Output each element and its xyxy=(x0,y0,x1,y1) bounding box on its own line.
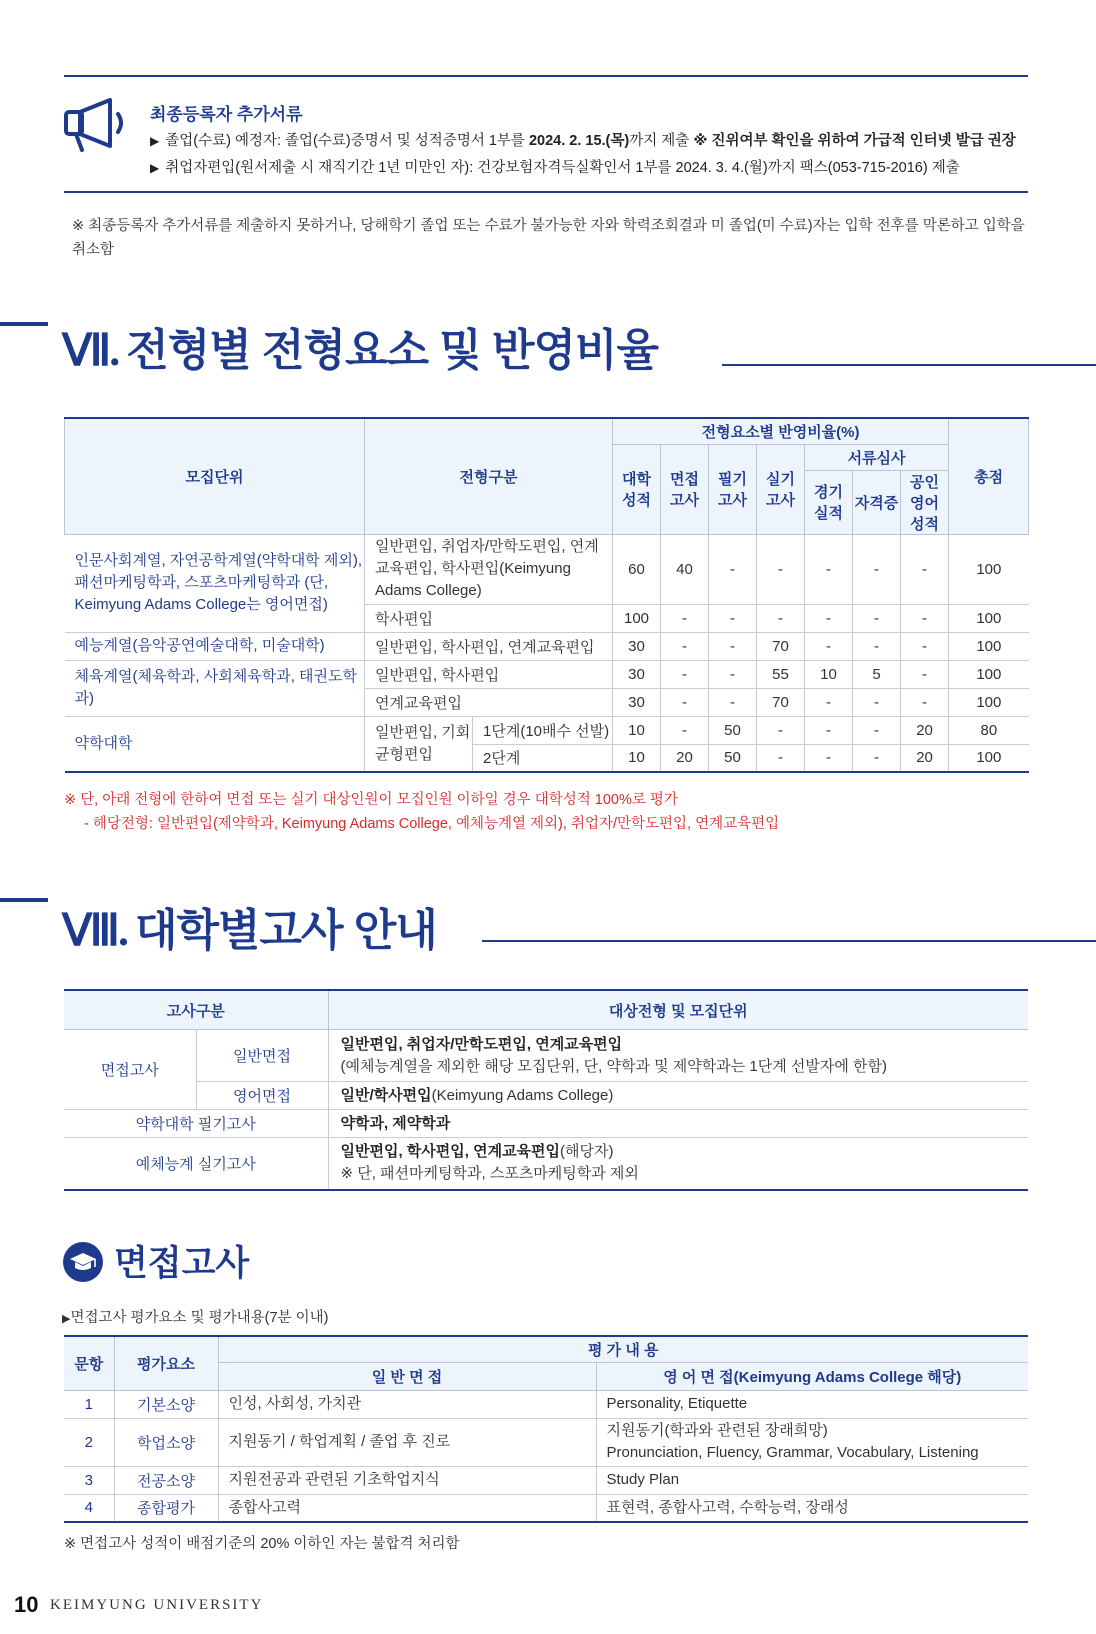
bullet-triangle-icon: ▶ xyxy=(150,161,160,175)
table-row: 영어면접 일반/학사편입(Keimyung Adams College) xyxy=(64,1082,1028,1110)
notice-note: ※ 최종등록자 추가서류를 제출하지 못하거나, 당해학기 졸업 또는 수료가 불가능한 자와 학력조회결과 미 졸업(미 수료)자는 입학 전후를 막론하고 입학을 취소함 xyxy=(72,218,1025,258)
section-8-rule xyxy=(482,940,1096,942)
section-bar xyxy=(0,322,48,326)
header-col-written: 필기 고사 xyxy=(709,444,757,534)
header-element: 평가요소 xyxy=(114,1336,218,1390)
notice-top-rule xyxy=(64,75,1028,77)
header-col-practical: 실기 고사 xyxy=(757,444,805,534)
exam-table xyxy=(64,989,1028,1191)
table-row: 인문사회계열, 자연공학계열(약학대학 제외), 패션마케팅학과, 스포츠마케팅학과 (단, Keimyung Adams College는 영어면접) 일반편입, 취업자/만학도편입, 연계교육편입, 학사편입(Keimyung Adams College) 60 40 - - - - - 100 xyxy=(65,534,1029,604)
header-col-interview: 면접 고사 xyxy=(661,444,709,534)
header-general: 일 반 면 접 xyxy=(218,1362,596,1390)
unit-cell: 예능계열(음악공연예술대학, 미술대학) xyxy=(65,632,365,660)
unit-cell: 약학대학 xyxy=(65,716,365,772)
table-row: 예능계열(음악공연예술대학, 미술대학) 일반편입, 학사편입, 연계교육편입 30 - - 70 - - - 100 xyxy=(65,632,1029,660)
interview-title: 면접고사 xyxy=(114,1244,250,1283)
table-row: 연계교육편입 30 - - 70 - - - 100 xyxy=(65,688,1029,716)
table-row: 약학대학 일반편입, 기회균형편입 1단계(10배수 선발) 10 - 50 - - - 20 80 xyxy=(65,716,1029,744)
graduation-cap-icon xyxy=(62,1241,104,1283)
interview-subtitle: ▶면접고사 평가요소 및 평가내용(7분 이내) xyxy=(62,1310,329,1326)
header-col-record: 경기 실적 xyxy=(805,470,853,534)
notice-bottom-rule xyxy=(64,191,1028,193)
megaphone-icon xyxy=(62,94,134,154)
header-type: 전형구분 xyxy=(365,418,613,534)
header-col-license: 자격증 xyxy=(853,470,901,534)
interview-table xyxy=(64,1335,1028,1523)
table-row: 학사편입 100 - - - - - - 100 xyxy=(65,604,1029,632)
interview-note: ※ 면접고사 성적이 배점기준의 20% 이하인 자는 불합격 처리함 xyxy=(64,1536,460,1552)
bullet-triangle-icon: ▶ xyxy=(62,1313,71,1325)
table-row: 예체능계 실기고사 일반편입, 학사편입, 연계교육편입(해당자) ※ 단, 패션마케팅학과, 스포츠마케팅학과 제외 xyxy=(64,1138,1028,1190)
table-row: 1 기본소양 인성, 사회성, 가치관 Personality, Etiquette xyxy=(64,1390,1028,1418)
bullet-triangle-icon: ▶ xyxy=(150,134,160,148)
table-row: 2 학업소양 지원동기 / 학업계획 / 졸업 후 진로 지원동기(학과와 관련된 장래희망) Pronunciation, Fluency, Grammar, Vocabulary, Listening xyxy=(64,1418,1028,1466)
ratio-note-2: - 해당전형: 일반편입(제약학과, Keimyung Adams College, 예체능계열 제외), 취업자/만학도편입, 연계교육편입 xyxy=(84,816,780,832)
notice-line-2: ▶ 취업자편입(원서제출 시 재직기간 1년 미만인 자): 건강보험자격득실확인서 1부를 2024. 3. 4.(월)까지 팩스(053-715-2016) 제출 xyxy=(150,160,960,176)
table-row: 체육계열(체육학과, 사회체육학과, 태권도학과) 일반편입, 학사편입 30 - - 55 10 5 - 100 xyxy=(65,660,1029,688)
header-content: 평 가 내 용 xyxy=(218,1336,1028,1362)
unit-cell: 인문사회계열, 자연공학계열(약학대학 제외), 패션마케팅학과, 스포츠마케팅학과 (단, Keimyung Adams College는 영어면접) xyxy=(65,534,365,632)
section-8-title: Ⅷ. 대학별고사 안내 xyxy=(62,906,437,955)
section-7-title: Ⅶ. 전형별 전형요소 및 반영비율 xyxy=(62,326,658,375)
university-name: KEIMYUNG UNIVERSITY xyxy=(50,1597,264,1613)
table-row: 3 전공소양 지원전공과 관련된 기초학업지식 Study Plan xyxy=(64,1466,1028,1494)
header-total: 총점 xyxy=(949,418,1029,534)
table-row: 약학대학 필기고사 약학과, 제약학과 xyxy=(64,1110,1028,1138)
header-no: 문항 xyxy=(64,1336,114,1390)
header-docs: 서류심사 xyxy=(805,444,949,470)
section-bar xyxy=(0,898,48,902)
header-english: 영 어 면 접(Keimyung Adams College 해당) xyxy=(596,1362,1028,1390)
table-row: 4 종합평가 종합사고력 표현력, 종합사고력, 수학능력, 장래성 xyxy=(64,1494,1028,1522)
table-row: 2단계 10 20 50 - - - 20 100 xyxy=(65,744,1029,772)
ratio-table xyxy=(64,417,1029,773)
ratio-note-1: ※ 단, 아래 전형에 한하여 면접 또는 실기 대상인원이 모집인원 이하일 경우 대학성적 100%로 평가 xyxy=(64,792,678,808)
table-row: 면접고사 일반면접 일반편입, 취업자/만학도편입, 연계교육편입 (예체능계열을 제외한 해당 모집단위, 단, 약학과 및 제약학과는 1단계 선발자에 한함) xyxy=(64,1030,1028,1082)
header-ratio: 전형요소별 반영비율(%) xyxy=(613,418,949,444)
notice-title: 최종등록자 추가서류 xyxy=(150,105,303,124)
header-exam-type: 고사구분 xyxy=(64,990,328,1030)
page-number: 10 xyxy=(14,1592,39,1617)
section-7-rule xyxy=(722,364,1096,366)
header-target: 대상전형 및 모집단위 xyxy=(328,990,1028,1030)
header-col-grade: 대학 성적 xyxy=(613,444,661,534)
unit-cell: 체육계열(체육학과, 사회체육학과, 태권도학과) xyxy=(65,660,365,716)
header-col-english: 공인 영어 성적 xyxy=(901,470,949,534)
notice-line-1: ▶ 졸업(수료) 예정자: 졸업(수료)증명서 및 성적증명서 1부를 2024. 2. 15.(목)까지 제출 ※ 진위여부 확인을 위하여 가급적 인터넷 발급 권장 xyxy=(150,133,1016,149)
header-unit: 모집단위 xyxy=(65,418,365,534)
